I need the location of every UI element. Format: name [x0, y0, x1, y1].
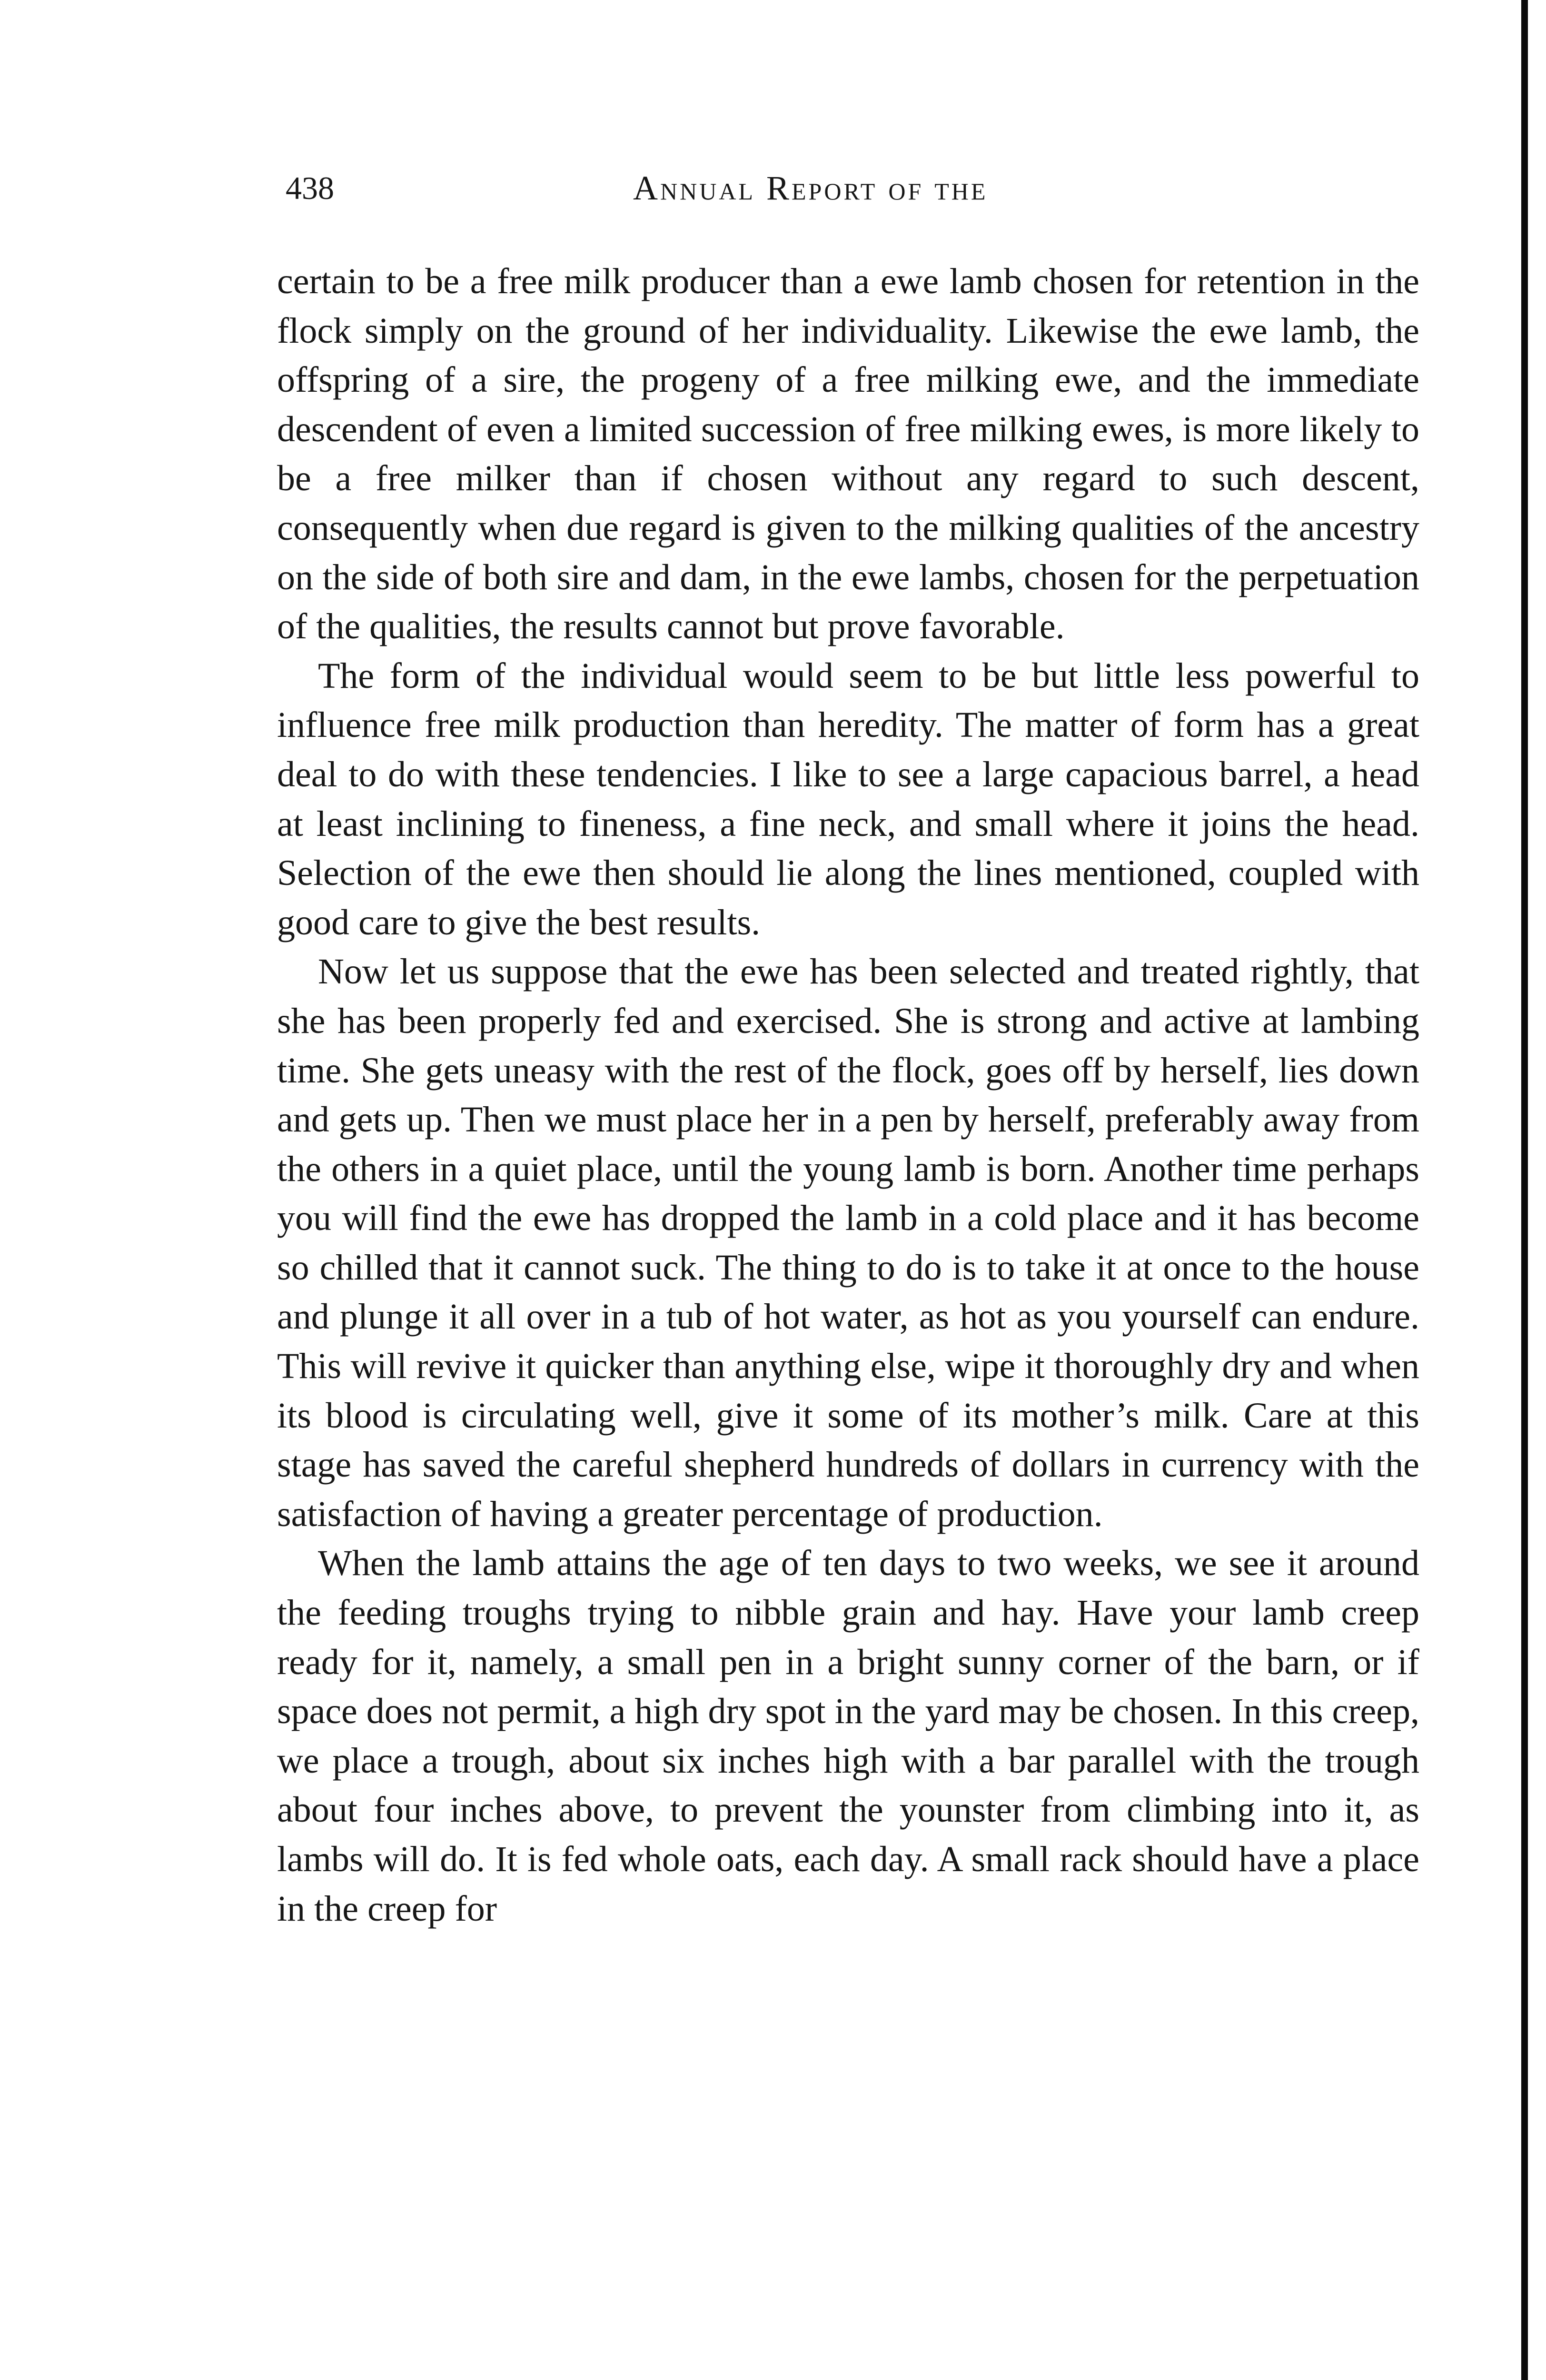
paragraph-lambing-care: Now let us suppose that the ewe has been selected and treated rightly, that she has been properly fed and exercised. She is strong and active at lambing time. She gets uneasy with the rest of the flock, goes off by herself, lies down and gets up. Then we must place her in a pen by herself, preferably away from the others in a quiet place, until the young lamb is born. Another time perhaps you will find the ewe has dropped the lamb in a cold place and it has become so chilled that it cannot suck. The thing to do is to take it at once to the house and plunge it all over in a tub of hot water, as hot as you yourself can endure. This will revive it quicker than anything else, wipe it thoroughly dry and when its blood is circulating well, give it some of its mother’s milk. Care at this stage has saved the careful shepherd hundreds of dollars in currency with the satisfaction of having a greater percentage of production.	[277, 952, 1419, 1534]
paragraph-form-of-individual: The form of the individual would seem to be but little less powerful to influence free milk production than heredity. The matter of form has a great deal to do with these tendencies. I like to see a large capacious barrel, a head at least inclining to fineness, a fine neck, and small where it joins the head. Selection of the ewe then should lie along the lines mentioned, coupled with good care to give the best results.	[277, 655, 1419, 942]
running-head: Annual Report of the	[633, 169, 988, 207]
paragraph-lamb-creep: When the lamb attains the age of ten days to two weeks, we see it around the feeding troughs trying to nibble grain and hay. Have your lamb creep ready for it, namely, a small pen in a bright sunny corner of the barn, or if space does not permit, a high dry spot in the yard may be chosen. In this creep, we place a trough, about six inches high with a bar parallel with the trough about four inches above, to prevent the younster from climbing into it, as lambs will do. It is fed whole oats, each day. A small rack should have a place in the creep for	[277, 1543, 1419, 1929]
page-header	[286, 162, 1423, 214]
body-text	[277, 257, 1419, 1934]
paragraph-continued: certain to be a free milk producer than a ewe lamb chosen for retention in the flock simply on the ground of her individuality. Likewise the ewe lamb, the offspring of a sire, the progeny of a free milking ewe, and the immediate descendent of even a limited succession of free milking ewes, is more likely to be a free milker than if chosen without any regard to such descent, consequently when due regard is given to the milking qualities of the ancestry on the side of both sire and dam, in the ewe lambs, chosen for the perpetuation of the qualities, the results cannot but prove favorable.	[277, 261, 1419, 647]
scan-edge-right	[1521, 0, 1528, 2380]
page-number: 438	[286, 170, 334, 206]
